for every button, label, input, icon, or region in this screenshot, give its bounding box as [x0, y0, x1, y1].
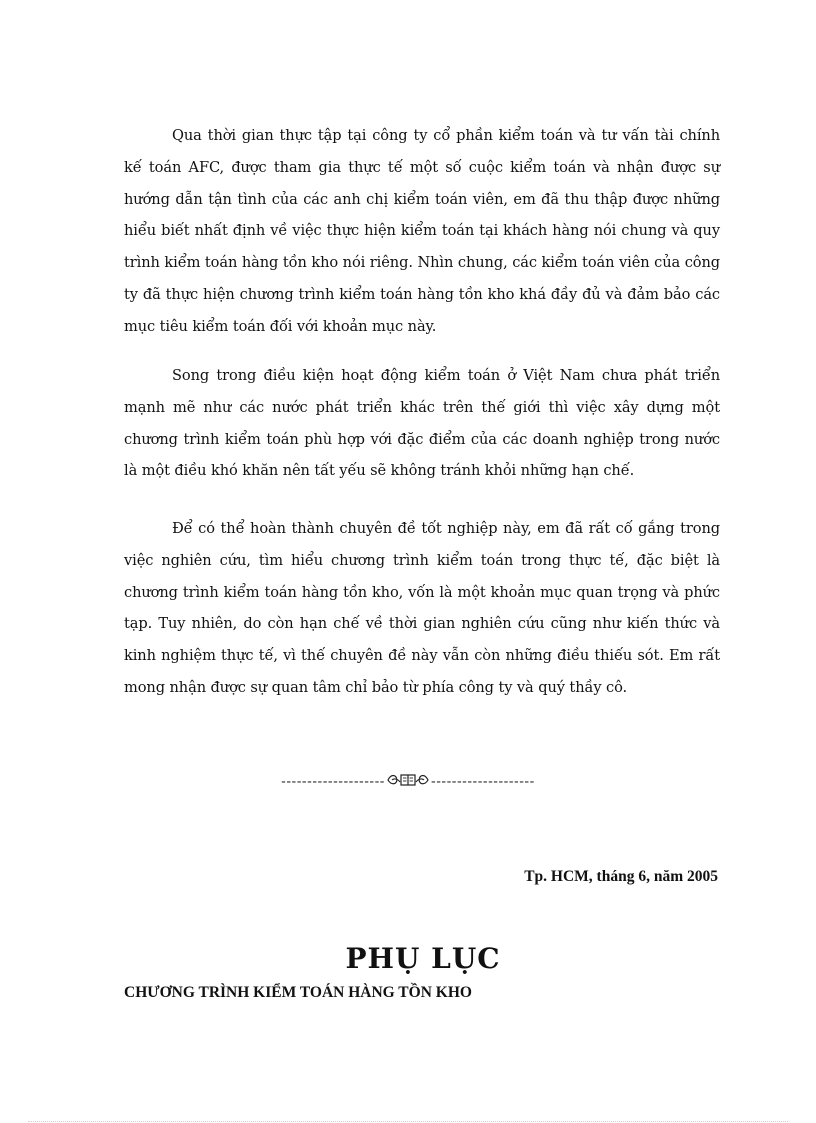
divider-dashes-left: -------------------- [281, 774, 385, 790]
paragraph-acknowledgement: Để có thể hoàn thành chuyên đề tốt nghiệp này, em đã rất cố gắng trong việc nghiên cứu, tìm hiểu chương trình kiểm toán trong thực tế, đặc biệt là chương trình kiểm toán hàng tồn kho, vốn là một khoản mục quan trọng và phức tạp. Tuy nhiên, do còn hạn chế về thời gian nghiên cứu cũng như kiến thức và kinh nghiệm thực tế, vì thế chuyên đề này vẫn còn những điều thiếu sót. Em rất mong nhận được sự quan tâm chỉ bảo từ phía công ty và quý thầy cô. [124, 520, 720, 696]
page-bottom-rule [28, 1121, 788, 1122]
book-ornament-icon [386, 773, 430, 791]
appendix-subtitle: CHƯƠNG TRÌNH KIỂM TOÁN HÀNG TỒN KHO [124, 984, 472, 1001]
place-and-date: Tp. HCM, tháng 6, năm 2005 [524, 868, 718, 885]
paragraph-limitations: Song trong điều kiện hoạt động kiểm toán ở Việt Nam chưa phát triển mạnh mẽ như các nước phát triển khác trên thế giới thì việc xây dựng một chương trình kiểm toán phù hợp với đặc điểm của các doanh nghiệp trong nước là một điều khó khăn nên tất yếu sẽ không tránh khỏi những hạn chế. [124, 367, 720, 480]
paragraph-internship-summary: Qua thời gian thực tập tại công ty cổ phần kiểm toán và tư vấn tài chính kế toán AFC, được tham gia thực tế một số cuộc kiểm toán và nhận được sự hướng dẫn tận tình của các anh chị kiểm toán viên, em đã thu thập được những hiểu biết nhất định về việc thực hiện kiểm toán tại khách hàng nói chung và quy trình kiểm toán hàng tồn kho nói riêng. Nhìn chung, các kiểm toán viên của công ty đã thực hiện chương trình kiểm toán hàng tồn kho khá đầy đủ và đảm bảo các mục tiêu kiểm toán đối với khoản mục này. [124, 127, 720, 335]
appendix-title: PHỤ LỤC [345, 942, 501, 975]
section-divider [0, 773, 816, 791]
divider-dashes-right: -------------------- [431, 774, 535, 790]
